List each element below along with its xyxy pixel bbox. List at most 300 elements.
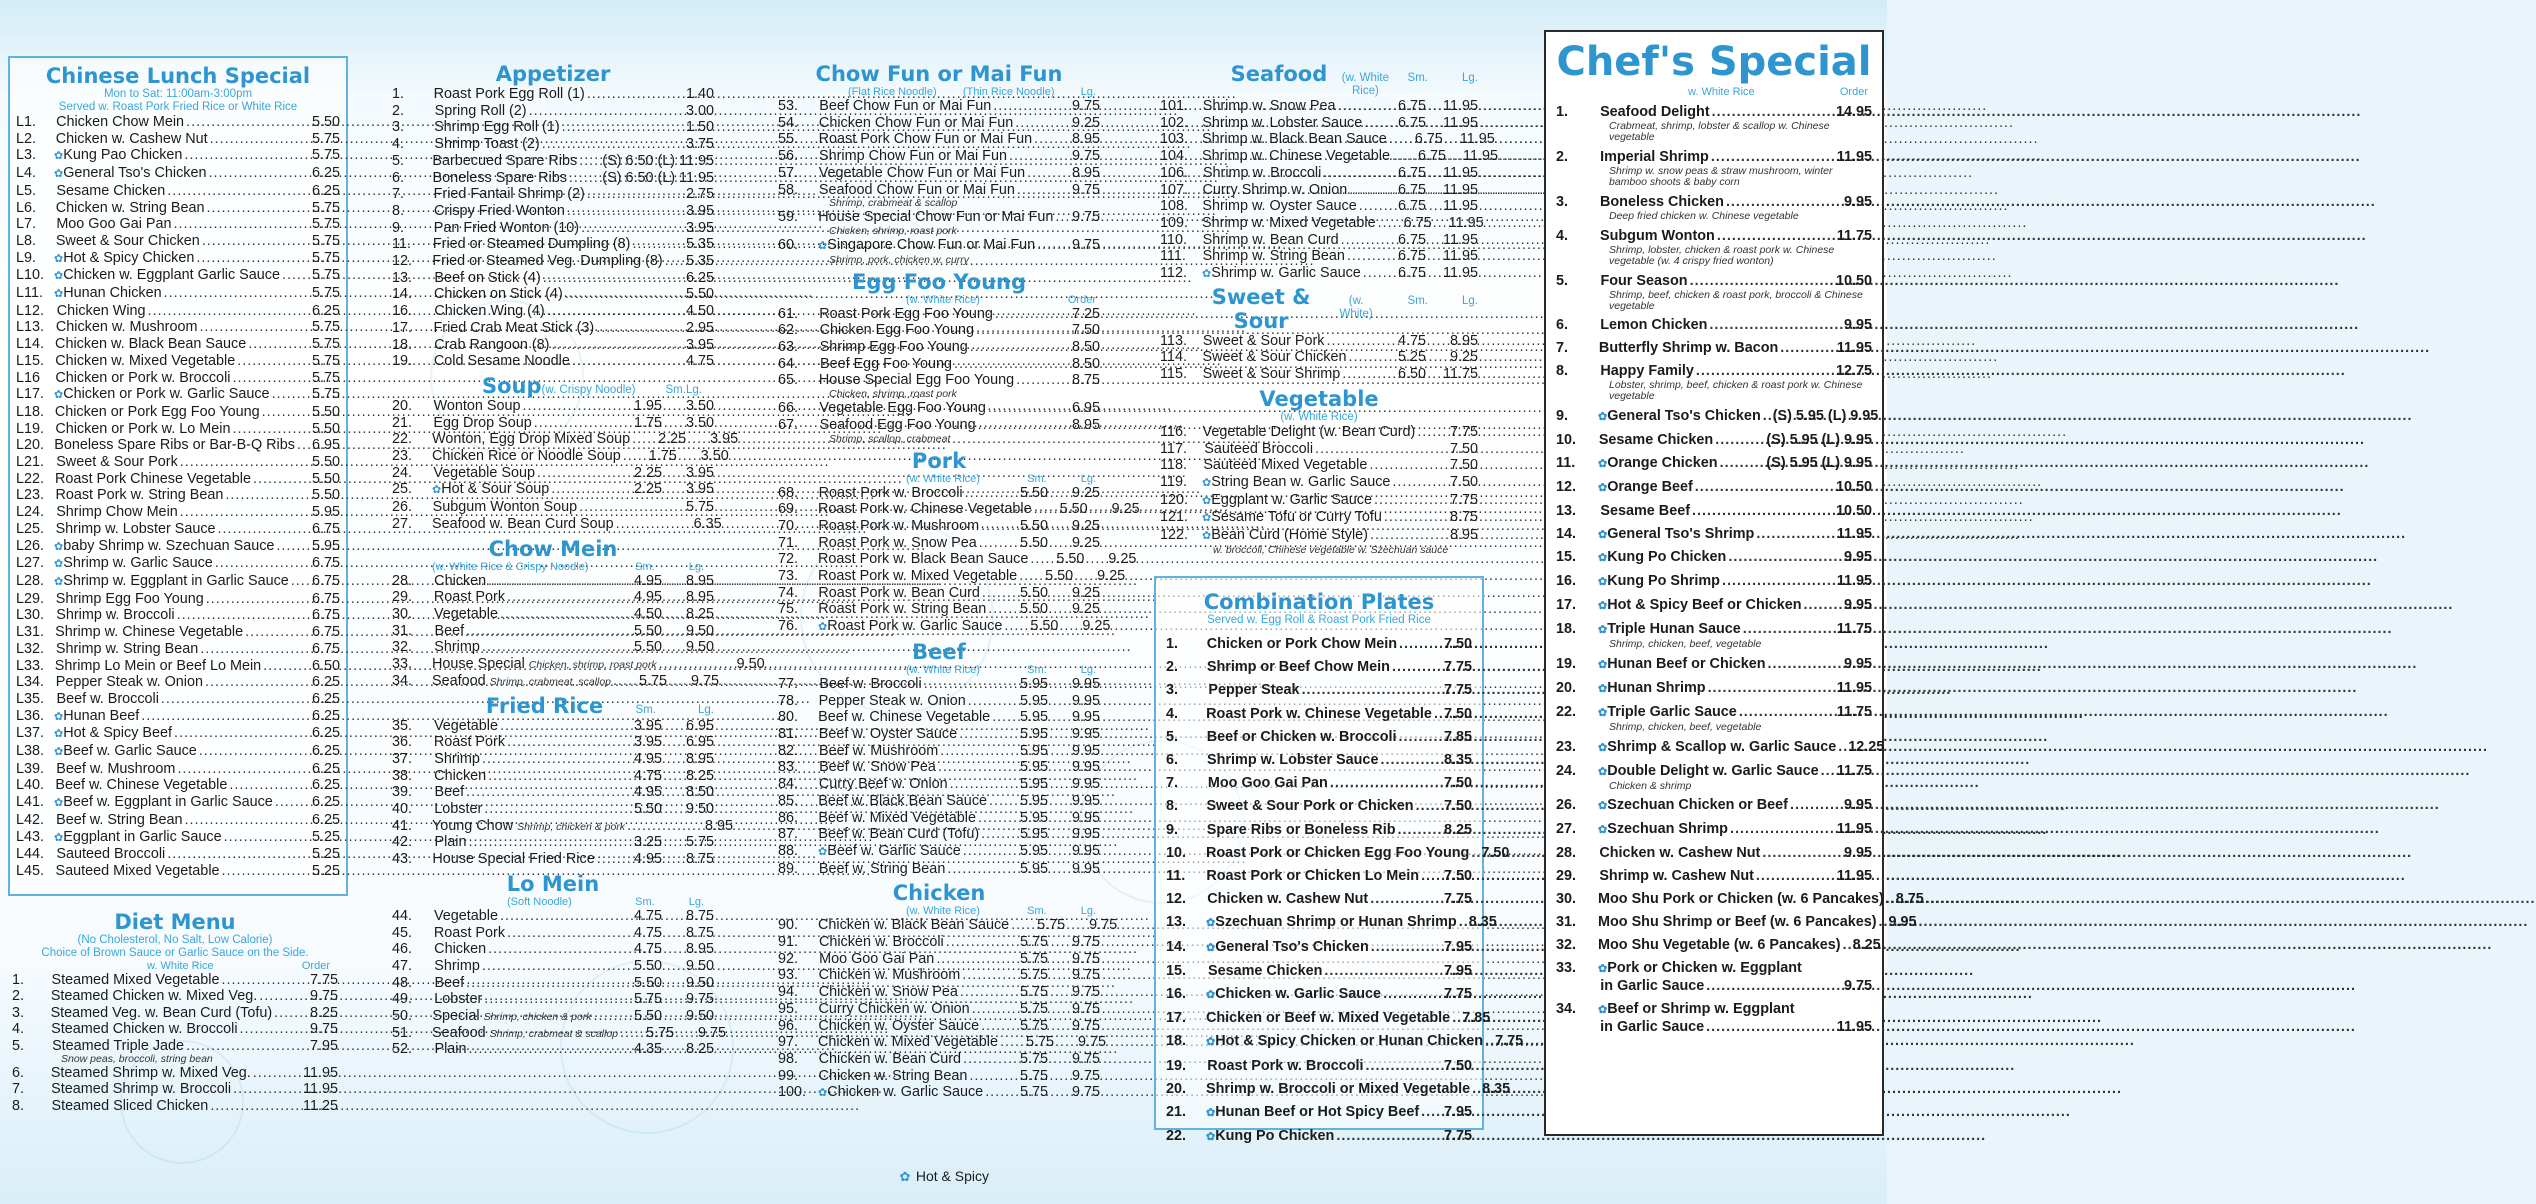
item-price: 7.50 xyxy=(1443,775,1472,792)
item-number: 1. xyxy=(392,86,405,102)
item-number: 115. xyxy=(1160,366,1187,383)
item-name: in Garlic Sauce xyxy=(1600,1019,1705,1036)
item-price-large: 9.50 xyxy=(685,957,714,974)
menu-item-row xyxy=(16,725,340,743)
menu-item-row xyxy=(1166,865,1472,888)
menu-item-row xyxy=(778,209,1100,226)
menu-item xyxy=(16,521,340,538)
item-price-small: 5.50 xyxy=(633,622,662,639)
leader-dots xyxy=(616,516,624,533)
item-price-large: 9.75 xyxy=(1071,984,1100,1001)
item-price-small: 1.95 xyxy=(633,397,662,414)
leader-dots xyxy=(1011,917,1019,934)
menu-item-row xyxy=(392,941,714,958)
item-price-small: 4.95 xyxy=(633,851,662,868)
item-number: 2. xyxy=(12,988,25,1005)
menu-item xyxy=(16,216,340,233)
menu-item xyxy=(16,233,340,250)
item-price: 8.50 xyxy=(1071,355,1100,372)
menu-item xyxy=(778,826,1100,843)
item-price-small: 2.25 xyxy=(633,481,662,498)
menu-item xyxy=(1556,597,1872,615)
menu-item xyxy=(16,743,340,761)
item-number: 6. xyxy=(1166,752,1179,769)
item-name: Vegetable Chow Fun or Mai Fun xyxy=(818,164,1026,181)
menu-item xyxy=(778,237,1100,266)
leader-dots xyxy=(507,734,616,751)
item-price: 7.95 xyxy=(1443,1104,1472,1121)
leader-dots xyxy=(596,320,684,337)
menu-item xyxy=(12,1005,338,1021)
item-number: 71. xyxy=(778,534,799,551)
menu-item xyxy=(16,725,340,743)
leader-dots xyxy=(981,826,1002,843)
item-price-small: 4.50 xyxy=(633,605,662,622)
menu-item-row xyxy=(392,672,720,690)
menu-item-row xyxy=(778,131,1100,148)
menu-item xyxy=(392,768,714,785)
item-name: Chicken or Pork w. Garlic Sauce xyxy=(63,386,270,403)
item-number: 22. xyxy=(1166,1128,1187,1145)
item-price-small: 5.95 xyxy=(1019,759,1048,776)
menu-item xyxy=(778,322,1100,339)
leader-dots xyxy=(218,521,310,538)
item-price-large: 8.25 xyxy=(685,1041,714,1058)
item-name: Fried or Steamed Veg. Dumpling (8) xyxy=(432,253,663,270)
item-description: Shrimp w. snow peas & straw mushroom, winter bamboo shoots & baby corn xyxy=(1609,165,1833,189)
menu-item-row xyxy=(12,972,338,988)
leader-dots xyxy=(523,398,616,415)
item-price-large: 9.25 xyxy=(1071,534,1100,551)
menu-item xyxy=(16,370,340,387)
item-name: Chicken Chow Fun or Mai Fun xyxy=(818,114,1014,131)
menu-item xyxy=(392,353,714,370)
item-price-small: 5.50 xyxy=(1019,484,1048,501)
leader-dots xyxy=(1709,317,1842,334)
menu-item-row xyxy=(392,103,714,120)
menu-item-row xyxy=(1160,265,1478,283)
menu-item xyxy=(16,353,340,370)
menu-item xyxy=(1166,819,1472,842)
item-price: 7.50 xyxy=(1449,457,1478,474)
menu-item-row xyxy=(1556,680,1872,698)
menu-item xyxy=(392,573,714,590)
item-price-small: 4.95 xyxy=(633,750,662,767)
item-price-small: 2.25 xyxy=(658,431,687,448)
item-name: Boneless Chicken xyxy=(1599,193,1724,210)
item-name: Cold Sesame Noodle xyxy=(433,353,570,370)
item-name: Sweet & Sour Shrimp xyxy=(1202,366,1341,383)
leader-dots xyxy=(960,984,1002,1001)
leader-dots xyxy=(488,573,616,590)
menu-item xyxy=(392,286,714,303)
item-price-large: 9.25 xyxy=(1108,551,1137,568)
item-number: 106. xyxy=(1160,164,1189,181)
pepper-icon: ✿ xyxy=(1598,706,1608,719)
leader-dots xyxy=(1720,455,1765,472)
lomein-title: Lo Mein xyxy=(506,871,600,896)
menu-item xyxy=(1160,182,1478,199)
item-price: 5.50 xyxy=(685,286,714,303)
leader-dots xyxy=(534,415,616,432)
leader-dots xyxy=(488,768,616,785)
menu-item-row xyxy=(16,708,340,726)
item-price: 6.75 xyxy=(311,555,340,572)
item-name: Chicken Chow Mein xyxy=(56,114,185,130)
menu-item-row xyxy=(1556,194,1872,211)
menu-item xyxy=(16,691,340,708)
menu-item xyxy=(1160,115,1478,132)
menu-item xyxy=(16,336,340,353)
item-name: Sauteed Broccoli xyxy=(56,846,166,863)
item-name: Chicken w. Garlic Sauce xyxy=(1215,986,1382,1003)
item-price-small: 6.75 xyxy=(1414,131,1443,148)
item-name: Double Delight w. Garlic Sauce xyxy=(1607,762,1819,779)
item-number: 61. xyxy=(778,305,799,322)
item-number: 6. xyxy=(392,169,405,186)
menu-item xyxy=(778,709,1100,726)
menu-item xyxy=(392,734,714,751)
menu-item xyxy=(778,676,1100,693)
menu-item xyxy=(392,589,714,606)
menu-item-row xyxy=(1556,763,1872,781)
item-description: Shrimp, scallop, crabmeat xyxy=(829,432,951,445)
item-number: 1. xyxy=(12,972,25,988)
leader-dots xyxy=(1717,228,1835,245)
leader-dots xyxy=(1000,1034,1008,1051)
item-number: 58. xyxy=(778,181,799,198)
leader-dots xyxy=(233,1081,301,1097)
leader-dots xyxy=(970,339,1070,356)
pepper-icon: ✿ xyxy=(54,150,64,163)
menu-item xyxy=(392,751,714,768)
pork-lg: Lg. xyxy=(1080,472,1096,485)
leader-dots xyxy=(167,846,310,863)
item-number: 75. xyxy=(778,601,799,618)
chef-order-label: Order xyxy=(1839,86,1868,98)
diet-list xyxy=(12,972,338,1114)
item-price-small: 5.75 xyxy=(1019,1050,1048,1067)
item-price: 5.75 xyxy=(311,369,340,386)
leader-dots xyxy=(466,623,616,640)
vegetable-note: (w. White Rice) xyxy=(1280,410,1358,423)
item-number: 62. xyxy=(778,322,799,339)
leader-dots xyxy=(1374,492,1448,509)
menu-item-row xyxy=(778,917,1118,934)
item-number: 39. xyxy=(392,784,413,801)
leader-dots xyxy=(466,784,616,801)
menu-item xyxy=(392,220,714,237)
seafood-lg: Lg. xyxy=(1462,72,1478,84)
item-number: 38. xyxy=(392,767,413,784)
leader-dots xyxy=(276,538,310,555)
item-price-small: 5.75 xyxy=(633,991,662,1008)
item-number: L25. xyxy=(16,520,45,537)
menu-item xyxy=(392,303,714,320)
leader-dots xyxy=(1392,148,1400,165)
item-price-large: 8.25 xyxy=(685,605,714,622)
menu-item xyxy=(392,236,714,253)
menu-item xyxy=(1556,273,1872,312)
item-name: House Special Egg Foo Young xyxy=(818,372,1015,389)
item-price-large: 9.50 xyxy=(685,801,714,818)
item-price: 9.95 xyxy=(1843,797,1872,814)
menu-item-row xyxy=(1160,165,1478,182)
menu-item-row xyxy=(1166,888,1472,911)
menu-item-row xyxy=(392,1008,714,1025)
menu-item-row xyxy=(1160,115,1478,132)
item-name: Steamed Shrimp w. Broccoli xyxy=(51,1081,232,1098)
leader-dots xyxy=(623,448,631,465)
item-number: 16. xyxy=(1166,986,1187,1003)
item-description: Crabmeat, shrimp, lobster & scallop w. Chinese vegetable xyxy=(1609,120,1830,144)
item-name: Seafood xyxy=(432,1024,486,1041)
menu-item xyxy=(1166,1007,1491,1030)
appetizer-title: Appetizer xyxy=(495,62,611,86)
item-name: Shrimp Egg Roll (1) xyxy=(434,119,560,136)
item-number: 77. xyxy=(778,675,799,692)
menu-item-row xyxy=(1556,549,1872,567)
menu-item xyxy=(778,165,1100,182)
item-name: Orange Beef xyxy=(1607,478,1693,495)
leader-dots xyxy=(1730,821,1835,838)
item-number: 10. xyxy=(1166,844,1187,861)
item-number: 18. xyxy=(1166,1033,1187,1050)
menu-item-row xyxy=(16,555,340,573)
item-number: 20. xyxy=(392,397,413,414)
item-number: 107. xyxy=(1160,181,1189,198)
item-name: Kung Pao Chicken xyxy=(63,147,183,164)
item-price: 7.50 xyxy=(1449,440,1478,457)
leader-dots xyxy=(1739,704,1835,721)
item-number: 64. xyxy=(778,355,799,372)
item-name: Sesame Chicken xyxy=(56,182,166,199)
item-name: Roast Pork w. Bean Curd xyxy=(818,584,980,601)
menu-item xyxy=(778,356,1100,373)
item-price-large: 9.95 xyxy=(1071,742,1100,759)
leader-dots xyxy=(488,941,616,958)
item-number: 13. xyxy=(1166,914,1187,931)
item-name: Moo Shu Vegetable (w. 6 Pancakes) xyxy=(1598,936,1841,953)
item-number: L31. xyxy=(16,624,45,641)
pepper-icon: ✿ xyxy=(1598,962,1608,975)
item-name: Shrimp Toast (2) xyxy=(434,136,540,153)
item-name: Shrimp w. Cashew Nut xyxy=(1599,868,1754,885)
menu-item-row xyxy=(392,481,714,499)
item-number: 108. xyxy=(1160,198,1189,215)
item-number: 97. xyxy=(778,1034,799,1051)
menu-item-row xyxy=(392,751,714,768)
item-name: Chicken w. Mixed Vegetable xyxy=(818,1034,998,1051)
leader-dots xyxy=(180,504,310,521)
leader-dots xyxy=(1392,656,1442,679)
item-number: 35. xyxy=(392,717,413,734)
item-name: Egg Drop Soup xyxy=(433,414,532,431)
leader-dots xyxy=(1370,527,1448,544)
item-number: 54. xyxy=(778,114,799,131)
menu-item-row xyxy=(16,641,340,658)
item-number: L44. xyxy=(16,846,45,863)
leader-dots xyxy=(1363,265,1380,282)
item-price: 3.00 xyxy=(685,102,714,119)
item-price: 3.95 xyxy=(685,336,714,353)
item-price: 5.75 xyxy=(311,267,340,284)
menu-item-row xyxy=(392,834,714,851)
menu-item xyxy=(778,843,1100,861)
item-name: Subgum Wonton xyxy=(1600,227,1715,244)
leader-dots xyxy=(245,624,310,641)
item-name: Pan Fried Wonton (10) xyxy=(433,219,580,236)
item-number: 13. xyxy=(1556,502,1577,519)
menu-item xyxy=(392,1008,714,1025)
menu-item-row xyxy=(1160,333,1478,350)
item-name: Special xyxy=(432,1008,480,1025)
menu-item-row xyxy=(16,454,340,471)
item-name: Beef Chow Fun or Mai Fun xyxy=(819,98,992,114)
item-price-small: 5.50 xyxy=(633,639,662,656)
item-number: L43. xyxy=(16,828,45,845)
item-price-small: 6.75 xyxy=(1397,231,1426,248)
item-name: Roast Pork w. Snow Pea xyxy=(818,534,977,551)
menu-item xyxy=(778,984,1100,1001)
item-number: 22. xyxy=(1556,703,1577,720)
menu-item xyxy=(392,398,714,415)
menu-item xyxy=(778,917,1118,934)
item-name: Chicken w. Mixed Vegetable xyxy=(55,352,236,369)
item-name: Chicken or Pork Egg Foo Young xyxy=(54,403,260,420)
menu-item-row xyxy=(778,237,1100,255)
leader-dots xyxy=(1315,441,1448,458)
menu-item xyxy=(1166,936,1472,960)
item-price-small: 5.50 xyxy=(1019,534,1048,551)
lunch-title: Chinese Lunch Special xyxy=(45,64,311,88)
item-price-large: 5.75 xyxy=(685,834,714,851)
item-price: 5.75 xyxy=(311,319,340,336)
menu-item-row xyxy=(1166,679,1472,702)
item-number: L12. xyxy=(16,302,45,319)
item-price: 9.75 xyxy=(309,1021,338,1038)
item-name: House Special Chow Fun or Mai Fun xyxy=(818,209,1054,226)
item-number: 19. xyxy=(1556,656,1577,673)
item-number: 20. xyxy=(1556,679,1577,696)
item-price: 5.75 xyxy=(311,336,340,353)
leader-dots xyxy=(954,356,1070,373)
item-number: L7. xyxy=(16,216,37,233)
leader-dots xyxy=(1030,551,1038,568)
item-price-large: 3.50 xyxy=(685,414,714,431)
leader-dots xyxy=(1722,573,1835,590)
item-price-large: 9.95 xyxy=(1071,842,1100,859)
item-price-large: 9.25 xyxy=(1111,501,1140,518)
eggfoo-list xyxy=(778,306,1100,445)
item-number: 13. xyxy=(392,269,413,286)
pepper-icon: ✿ xyxy=(54,540,64,553)
item-price-large: 9.95 xyxy=(1071,826,1100,843)
pepper-icon: ✿ xyxy=(54,389,64,402)
item-price-large: 11.95 xyxy=(1443,114,1478,131)
item-description: Chicken & shrimp xyxy=(1609,779,1692,792)
menu-item-row xyxy=(16,370,340,387)
item-price: 10.50 xyxy=(1835,478,1872,495)
leader-dots xyxy=(484,991,616,1008)
item-price-large: 3.50 xyxy=(685,397,714,414)
menu-item xyxy=(778,209,1100,237)
appetizer-list xyxy=(392,86,714,370)
item-price-small: 6.75 xyxy=(1397,164,1426,181)
leader-dots xyxy=(947,861,1002,878)
leader-dots xyxy=(537,465,616,482)
menu-item xyxy=(1160,527,1478,556)
pepper-icon: ✿ xyxy=(1206,917,1216,930)
menu-item xyxy=(1160,424,1478,441)
item-name: Shrimp xyxy=(434,750,480,767)
item-name: Plain xyxy=(434,1041,467,1058)
item-price: 7.75 xyxy=(1495,1033,1524,1050)
leader-dots xyxy=(1378,215,1386,232)
menu-item-row xyxy=(778,743,1100,760)
item-price: 9.25 xyxy=(1071,114,1100,131)
menu-item xyxy=(1160,333,1478,350)
item-name: Wonton Soup xyxy=(433,397,521,414)
leader-dots xyxy=(1838,739,1846,756)
item-price: 7.50 xyxy=(1449,473,1478,490)
item-name: Shrimp & Scallop w. Garlic Sauce xyxy=(1607,738,1837,755)
menu-item xyxy=(1556,891,1924,908)
menu-item-row xyxy=(16,216,340,233)
leader-dots xyxy=(507,589,616,606)
menu-item xyxy=(1160,198,1478,215)
pepper-icon: ✿ xyxy=(54,252,64,265)
leader-dots xyxy=(1743,621,1835,638)
seafood-title: Seafood xyxy=(1230,62,1328,86)
item-number: 2. xyxy=(1556,148,1569,165)
item-number: 3. xyxy=(392,119,405,136)
item-name: Steamed Chicken w. Broccoli xyxy=(51,1021,238,1038)
item-description: Shrimp, chicken, beef, vegetable xyxy=(1609,638,1762,651)
item-name: Hunan Shrimp xyxy=(1607,679,1706,696)
leader-dots xyxy=(174,725,310,742)
leader-dots xyxy=(959,726,1002,743)
item-price-large: 8.75 xyxy=(685,851,714,868)
chef-list xyxy=(1556,104,1924,1036)
item-price: 5.75 xyxy=(311,216,340,233)
menu-item-row xyxy=(778,709,1100,726)
item-number: 29. xyxy=(1556,868,1577,885)
item-name: Shrimp or Beef Chow Mein xyxy=(1206,659,1390,676)
seafood-sm: Sm. xyxy=(1407,72,1428,84)
item-price: 11.95 xyxy=(1836,679,1872,696)
leader-dots xyxy=(200,641,310,658)
menu-item-row xyxy=(1556,656,1872,674)
menu-item-row xyxy=(1556,868,1872,885)
menu-item-row xyxy=(16,538,340,556)
item-price-large: 9.50 xyxy=(685,974,714,991)
menu-item-row xyxy=(16,319,340,336)
leader-dots xyxy=(1364,115,1380,132)
item-number: 26. xyxy=(392,499,413,516)
item-price: 9.75 xyxy=(309,988,338,1005)
item-name: Roast Pork Chinese Vegetable xyxy=(54,470,251,487)
menu-item-row xyxy=(392,119,714,136)
item-number: 12. xyxy=(1556,478,1577,495)
item-name: Chicken Rice or Noodle Soup xyxy=(432,448,621,465)
item-number: 1. xyxy=(1556,104,1569,120)
item-price: 6.25 xyxy=(311,707,340,724)
menu-item-row xyxy=(1556,597,1872,615)
menu-item-row xyxy=(778,148,1100,165)
item-number: 9. xyxy=(1556,408,1569,425)
menu-item-row xyxy=(1166,936,1472,960)
